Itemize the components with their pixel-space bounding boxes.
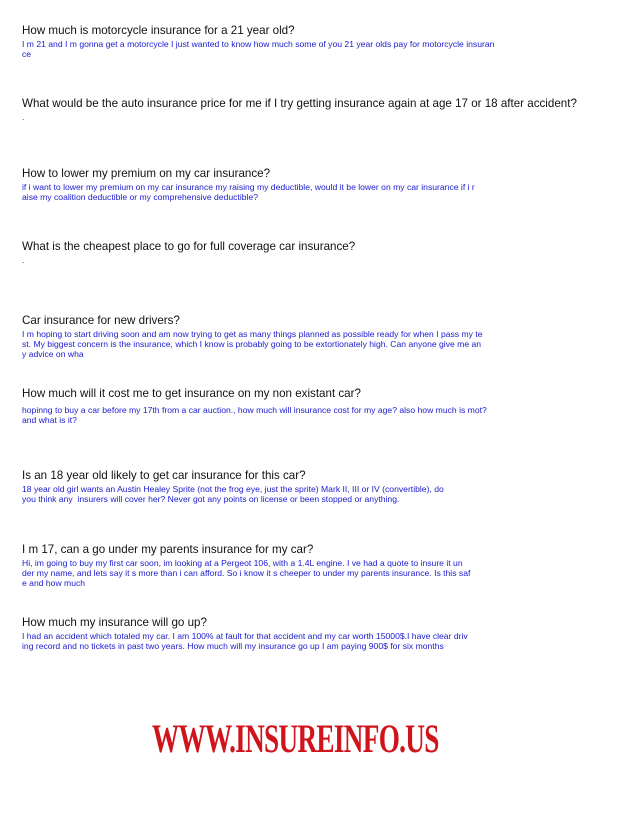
answer-text: hopinng to buy a car before my 17th from a car auction., how much will insurance cost for my age? also how much is mot? and what is it? (22, 405, 487, 425)
question-heading: How much is motorcycle insurance for a 21 year old? (22, 24, 295, 37)
question-heading: How to lower my premium on my car insurance? (22, 167, 271, 180)
qa-entry (22, 469, 628, 504)
answer-text: I m 21 and I m gonna get a motorcycle I just wanted to know how much some of you 21 year olds pay for motorcycle insuran ce (22, 39, 495, 59)
question-heading: How much my insurance will go up? (22, 616, 207, 629)
question-heading: What is the cheapest place to go for full coverage car insurance? (22, 240, 356, 253)
answer-text: I had an accident which totaled my car. I am 100% at fault for that accident and my car worth 15000$.I have clear driv ing record and no tickets in past two years. How much will my insurance go up I am paying 900$ for six months (22, 631, 468, 651)
question-heading: Is an 18 year old likely to get car insurance for this car? (22, 469, 306, 482)
qa-entry (22, 97, 628, 122)
qa-entry (22, 543, 628, 588)
answer-text: . (22, 112, 25, 122)
qa-entry (22, 167, 628, 202)
answer-text: . (22, 255, 25, 265)
question-heading: I m 17, can a go under my parents insurance for my car? (22, 543, 314, 556)
answer-text: I m hoping to start driving soon and am now trying to get as many things planned as possible ready for when I pass my te st. My biggest concern is the insurance, which I know is probably going to be extortionately high. Can anyone give me an y advice on wha (22, 329, 483, 359)
answer-text: 18 year old girl wants an Austin Healey Sprite (not the frog eye, just the sprite) Mark II, III or IV (convertible), do you think any insurers will cover her? Never got any points on license or been stopped or anything. (22, 484, 444, 504)
qa-entry (22, 616, 628, 651)
site-watermark: WWW.INSUREINFO.US (152, 716, 439, 761)
qa-entry (22, 387, 628, 425)
qa-entry (22, 24, 628, 59)
question-heading: What would be the auto insurance price for me if I try getting insurance again at age 17 or 18 after accident? (22, 97, 577, 110)
qa-entry (22, 240, 628, 265)
qa-entry (22, 314, 628, 359)
question-heading: How much will it cost me to get insurance on my non existant car? (22, 387, 361, 400)
answer-text: if i want to lower my premium on my car insurance my raising my deductible, would it be lower on my car insurance if i r aise my coalition deductible or my comprehensive deductible? (22, 182, 475, 202)
answer-text: Hi, im going to buy my first car soon, im looking at a Pergeot 106, with a 1.4L engine. I ve had a quote to insure it un der my name, and lets say it s more than i can afford. So i know it s cheeper to under my parents insurance. Is this saf e and how much (22, 558, 471, 588)
question-heading: Car insurance for new drivers? (22, 314, 180, 327)
